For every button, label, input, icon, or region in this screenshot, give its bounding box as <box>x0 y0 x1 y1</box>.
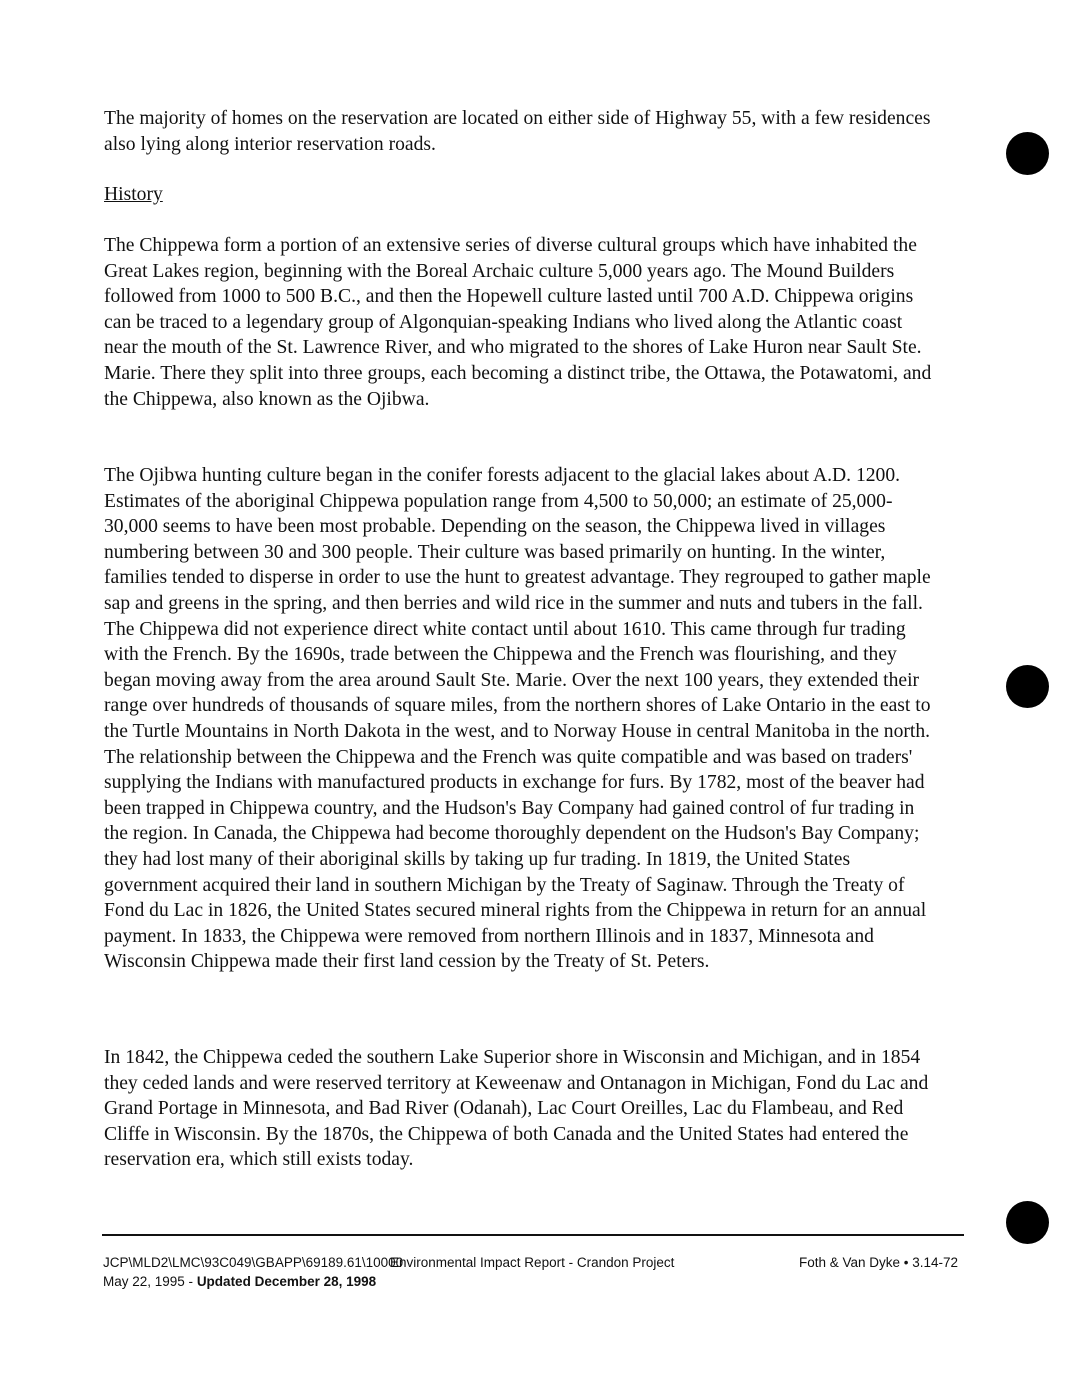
footer-updated-date: Updated December 28, 1998 <box>196 1274 377 1289</box>
binder-hole-middle <box>1006 665 1049 708</box>
footer-report-title: Environmental Impact Report - Crandon Project <box>390 1255 675 1270</box>
intro-paragraph: The majority of homes on the reservation are located on either side of Highway 55, with a few residences also lying along interior reservation roads. <box>104 108 931 155</box>
binder-hole-bottom <box>1006 1201 1049 1244</box>
footer-file-path: JCP\MLD2\LMC\93C049\GBAPP\69189.61\10000 <box>103 1255 404 1270</box>
history-paragraph-1: The Chippewa form a portion of an extensive series of diverse cultural groups which have inhabited the Great Lakes region, beginning with the Boreal Archaic culture 5,000 years ago. The Mound Builders followed from 1000 to 500 B.C., and then the Hopewell culture lasted until 700 A.D. Chippewa origins can be traced to a legendary group of Algonquian-speaking Indians who lived along the Atlantic coast near the mouth of the St. Lawrence River, and who migrated to the shores of Lake Huron near Sault Ste. Marie. There they split into three groups, each becoming a distinct tribe, the Ottawa, the Potawatomi, and the Chippewa, also known as the Ojibwa. <box>104 235 932 410</box>
footer-divider <box>102 1234 964 1236</box>
footer-date: May 22, 1995 - <box>103 1274 197 1289</box>
section-heading-history: History <box>104 184 163 205</box>
footer-date-line <box>103 1272 376 1292</box>
history-paragraph-2: The Ojibwa hunting culture began in the conifer forests adjacent to the glacial lakes about A.D. 1200. Estimates of the aboriginal Chippewa population range from 4,500 to 50,000; an estimate of 25,000-30,000 seems to have been most probable. Depending on the season, the Chippewa lived in villages numbering between 30 and 300 people. Their culture was based primarily on hunting. In the winter, families tended to disperse in order to use the hunt to greatest advantage. They regrouped to gather maple sap and greens in the spring, and then berries and wild rice in the summer and nuts and tubers in the fall. The Chippewa did not experience direct white contact until about 1610. This came through fur trading with the French. By the 1690s, trade between the Chippewa and the French was flourishing, and they began moving away from the area around Sault Ste. Marie. Over the next 100 years, they extended their range over hundreds of thousands of square miles, from the northern shores of Lake Ontario in the east to the Turtle Mountains in North Dakota in the west, and to Norway House in central Manitoba in the north. The relationship between the Chippewa and the French was quite compatible and was based on traders' supplying the Indians with manufactured products in exchange for furs. By 1782, most of the beaver had been trapped in Chippewa country, and the Hudson's Bay Company had gained control of fur trading in the region. In Canada, the Chippewa had become thoroughly dependent on the Hudson's Bay Company; they had lost many of their aboriginal skills by taking up fur trading. In 1819, the United States government acquired their land in southern Michigan by the Treaty of Saginaw. Through the Treaty of Fond du Lac in 1826, the United States secured mineral rights from the Chippewa in return for an annual payment. In 1833, the Chippewa were removed from northern Illinois and in 1837, Minnesota and Wisconsin Chippewa made their first land cession by the Treaty of St. Peters. <box>104 465 931 973</box>
footer-firm-page-number: Foth & Van Dyke • 3.14-72 <box>799 1255 959 1270</box>
binder-hole-top <box>1006 132 1049 175</box>
history-paragraph-3: In 1842, the Chippewa ceded the southern Lake Superior shore in Wisconsin and Michigan, and in 1854 they ceded lands and were reserved territory at Keweenaw and Ontanagon in Michigan, Fond du Lac and Grand Portage in Minnesota, and Bad River (Odanah), Lac Court Oreilles, Lac du Flambeau, and Red Cliffe in Wisconsin. By the 1870s, the Chippewa of both Canada and the United States had entered the reservation era, which still exists today. <box>104 1047 929 1171</box>
